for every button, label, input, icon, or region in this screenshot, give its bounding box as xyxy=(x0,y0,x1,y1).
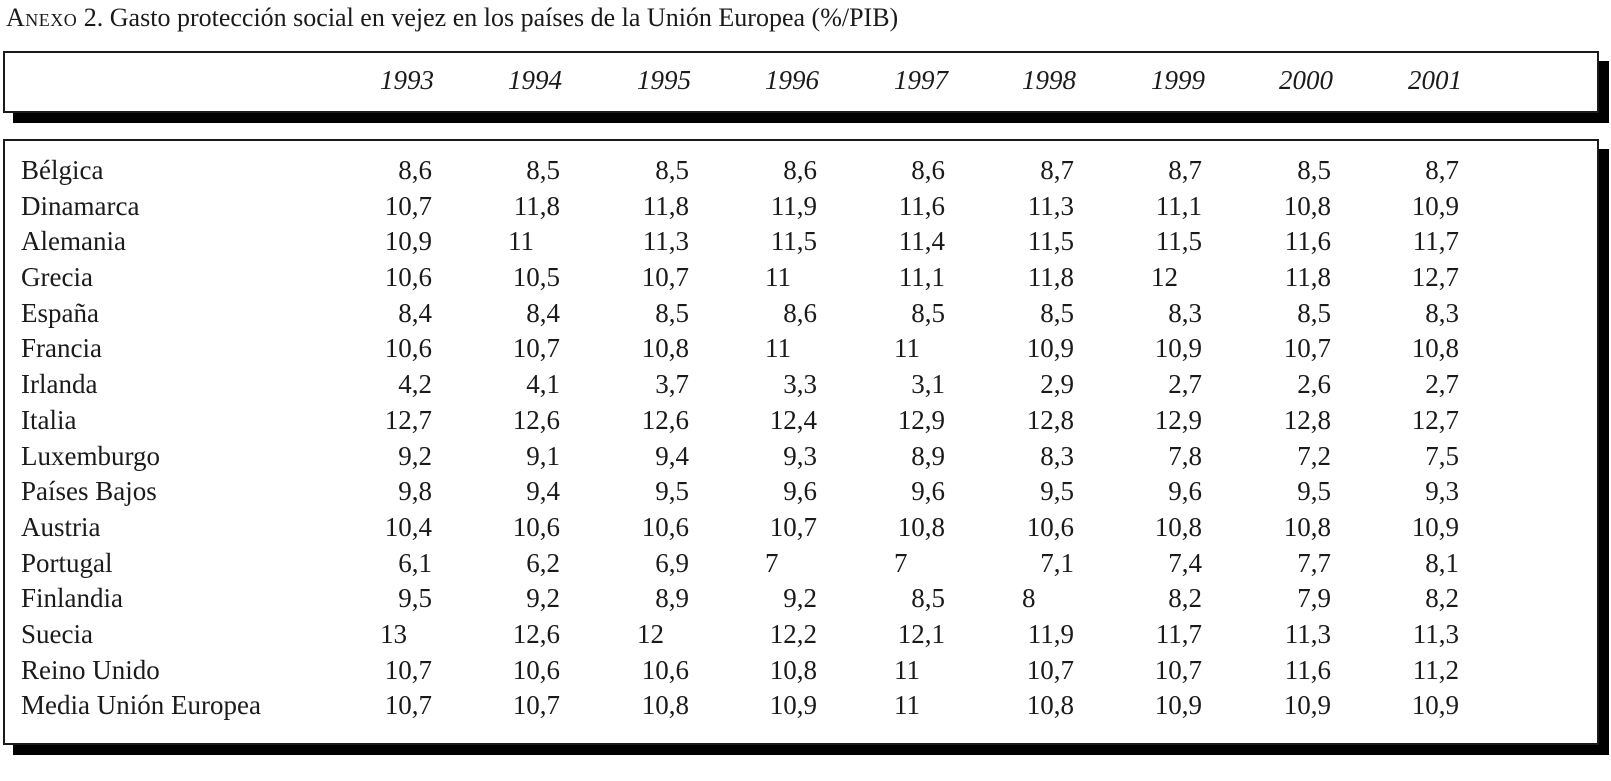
value-cell: 12,7 xyxy=(384,404,432,435)
value-cell: 10,9 xyxy=(769,690,817,721)
value-cell: 2,9 xyxy=(1040,369,1074,400)
value-cell: 12 xyxy=(637,618,664,649)
value-cell: 9,6 xyxy=(911,476,945,507)
value-cell: 9,5 xyxy=(1040,476,1074,507)
value-cell: 11,1 xyxy=(1155,190,1202,221)
value-cell: 8,6 xyxy=(783,155,817,185)
country-cell: Austria xyxy=(21,511,101,542)
country-cell: Dinamarca xyxy=(21,190,140,221)
value-cell: 12,6 xyxy=(512,404,560,435)
value-cell: 7,4 xyxy=(1168,547,1202,578)
value-cell: 9,5 xyxy=(398,583,432,614)
value-cell: 11 xyxy=(894,690,920,721)
year-header-1996: 1996 xyxy=(765,65,819,95)
value-cell: 11,5 xyxy=(1155,226,1202,257)
value-cell: 6,2 xyxy=(526,547,560,578)
table-row xyxy=(5,403,1597,439)
table-row xyxy=(5,331,1597,367)
country-cell: Alemania xyxy=(21,226,126,257)
value-cell: 10,7 xyxy=(512,333,560,364)
value-cell: 4,2 xyxy=(398,369,432,400)
table-row xyxy=(5,617,1597,653)
year-header-1995: 1995 xyxy=(637,65,691,95)
value-cell: 9,3 xyxy=(783,440,817,471)
value-cell: 12,4 xyxy=(769,404,817,435)
value-cell: 10,8 xyxy=(641,690,689,721)
value-cell: 4,1 xyxy=(526,369,560,400)
value-cell: 10,7 xyxy=(769,511,817,542)
table-row xyxy=(5,474,1597,510)
value-cell: 8,7 xyxy=(1425,155,1459,185)
value-cell: 11,3 xyxy=(1027,190,1074,221)
value-cell: 7,9 xyxy=(1297,583,1331,614)
value-cell: 10,9 xyxy=(1026,333,1074,364)
value-cell: 11,5 xyxy=(770,226,817,257)
value-cell: 10,7 xyxy=(384,654,432,685)
value-cell: 10,7 xyxy=(512,690,560,721)
table-row xyxy=(5,367,1597,403)
year-header-1993: 1993 xyxy=(380,65,434,95)
value-cell: 11,3 xyxy=(1284,618,1331,649)
value-cell: 10,6 xyxy=(512,654,560,685)
country-cell: Suecia xyxy=(21,618,93,649)
value-cell: 10,6 xyxy=(384,333,432,364)
country-cell: España xyxy=(21,297,99,328)
value-cell: 9,6 xyxy=(1168,476,1202,507)
value-cell: 10,9 xyxy=(1411,511,1459,542)
value-cell: 12 xyxy=(1151,262,1178,293)
value-cell: 11,7 xyxy=(1155,618,1202,649)
table-body-box xyxy=(3,139,1599,745)
value-cell: 8,5 xyxy=(526,155,560,185)
year-header-box xyxy=(3,51,1599,113)
value-cell: 10,7 xyxy=(1154,654,1202,685)
table-rows xyxy=(5,153,1597,724)
caption-text: 2. Gasto protección social en vejez en los países de la Unión Europea (%/PIB) xyxy=(77,3,899,32)
value-cell: 10,7 xyxy=(1283,333,1331,364)
value-cell: 11,8 xyxy=(642,190,689,221)
value-cell: 8,9 xyxy=(655,583,689,614)
value-cell: 10,5 xyxy=(512,262,560,293)
value-cell: 8,9 xyxy=(911,440,945,471)
value-cell: 8,3 xyxy=(1168,297,1202,328)
value-cell: 11,6 xyxy=(898,190,945,221)
value-cell: 11,6 xyxy=(1284,226,1331,257)
value-cell: 2,7 xyxy=(1168,369,1202,400)
value-cell: 11,3 xyxy=(642,226,689,257)
value-cell: 11,5 xyxy=(1027,226,1074,257)
value-cell: 8,3 xyxy=(1425,297,1459,328)
value-cell: 10,9 xyxy=(1154,690,1202,721)
value-cell: 6,1 xyxy=(398,547,432,578)
value-cell: 11,9 xyxy=(770,190,817,221)
value-cell: 11,4 xyxy=(898,226,945,257)
value-cell: 11 xyxy=(765,333,791,364)
value-cell: 7,8 xyxy=(1168,440,1202,471)
year-header-1999: 1999 xyxy=(1151,65,1205,95)
value-cell: 9,8 xyxy=(398,476,432,507)
value-cell: 10,9 xyxy=(1283,690,1331,721)
value-cell: 11,7 xyxy=(1412,226,1459,257)
value-cell: 7,1 xyxy=(1040,547,1074,578)
value-cell: 10,6 xyxy=(641,654,689,685)
country-cell: Grecia xyxy=(21,262,93,293)
value-cell: 10,9 xyxy=(1154,333,1202,364)
value-cell: 11,1 xyxy=(898,262,945,293)
value-cell: 9,2 xyxy=(526,583,560,614)
value-cell: 8,6 xyxy=(911,155,945,185)
value-cell: 7,5 xyxy=(1425,440,1459,471)
value-cell: 10,6 xyxy=(641,511,689,542)
value-cell: 3,1 xyxy=(911,369,945,400)
value-cell: 10,8 xyxy=(641,333,689,364)
country-cell: Países Bajos xyxy=(21,476,157,507)
value-cell: 10,8 xyxy=(1411,333,1459,364)
table-row xyxy=(5,546,1597,582)
value-cell: 9,2 xyxy=(398,440,432,471)
value-cell: 12,8 xyxy=(1026,404,1074,435)
value-cell: 3,3 xyxy=(783,369,817,400)
table-row xyxy=(5,439,1597,475)
value-cell: 8,5 xyxy=(1297,155,1331,185)
value-cell: 10,7 xyxy=(641,262,689,293)
value-cell: 11 xyxy=(894,654,920,685)
value-cell: 10,8 xyxy=(897,511,945,542)
value-cell: 11 xyxy=(894,333,920,364)
value-cell: 12,9 xyxy=(897,404,945,435)
value-cell: 2,7 xyxy=(1425,369,1459,400)
value-cell: 11 xyxy=(508,226,534,257)
value-cell: 10,9 xyxy=(1411,190,1459,221)
value-cell: 12,2 xyxy=(769,618,817,649)
value-cell: 10,6 xyxy=(384,262,432,293)
value-cell: 11 xyxy=(765,262,791,293)
value-cell: 10,7 xyxy=(1026,654,1074,685)
country-cell: Irlanda xyxy=(21,369,98,400)
value-cell: 11,6 xyxy=(1284,654,1331,685)
value-cell: 8,7 xyxy=(1040,155,1074,185)
value-cell: 10,7 xyxy=(384,690,432,721)
value-cell: 12,7 xyxy=(1411,262,1459,293)
value-cell: 10,4 xyxy=(384,511,432,542)
value-cell: 8,3 xyxy=(1040,440,1074,471)
value-cell: 9,2 xyxy=(783,583,817,614)
value-cell: 3,7 xyxy=(655,369,689,400)
value-cell: 11,8 xyxy=(513,190,560,221)
year-header-1998: 1998 xyxy=(1022,65,1076,95)
table-row xyxy=(5,581,1597,617)
country-cell: Luxemburgo xyxy=(21,440,160,471)
value-cell: 12,7 xyxy=(1411,404,1459,435)
value-cell: 8,6 xyxy=(783,297,817,328)
value-cell: 7,7 xyxy=(1297,547,1331,578)
value-cell: 12,6 xyxy=(512,618,560,649)
value-cell: 8 xyxy=(1022,583,1036,614)
value-cell: 12,8 xyxy=(1283,404,1331,435)
table-row xyxy=(5,510,1597,546)
value-cell: 9,1 xyxy=(526,440,560,471)
value-cell: 10,8 xyxy=(769,654,817,685)
country-cell: Finlandia xyxy=(21,583,123,614)
value-cell: 9,5 xyxy=(1297,476,1331,507)
value-cell: 7 xyxy=(894,547,908,578)
country-cell: Media Unión Europea xyxy=(21,690,261,721)
country-cell: Reino Unido xyxy=(21,654,160,685)
country-cell: Italia xyxy=(21,404,77,435)
value-cell: 11,8 xyxy=(1027,262,1074,293)
value-cell: 13 xyxy=(380,618,407,649)
value-cell: 11,8 xyxy=(1284,262,1331,293)
value-cell: 8,2 xyxy=(1168,583,1202,614)
value-cell: 10,8 xyxy=(1283,190,1331,221)
value-cell: 8,5 xyxy=(911,297,945,328)
value-cell: 8,5 xyxy=(655,155,689,185)
year-header-2000: 2000 xyxy=(1279,65,1333,95)
value-cell: 10,8 xyxy=(1283,511,1331,542)
value-cell: 7 xyxy=(765,547,779,578)
value-cell: 7,2 xyxy=(1297,440,1331,471)
country-cell: Portugal xyxy=(21,547,113,578)
value-cell: 10,9 xyxy=(1411,690,1459,721)
table-row xyxy=(5,296,1597,332)
value-cell: 12,6 xyxy=(641,404,689,435)
value-cell: 10,8 xyxy=(1154,511,1202,542)
caption-prefix: Anexo xyxy=(6,3,78,32)
year-header-1994: 1994 xyxy=(508,65,562,95)
year-header-1997: 1997 xyxy=(894,65,948,95)
value-cell: 10,9 xyxy=(384,226,432,257)
value-cell: 9,4 xyxy=(655,440,689,471)
value-cell: 8,4 xyxy=(526,297,560,328)
value-cell: 9,6 xyxy=(783,476,817,507)
table-caption xyxy=(6,2,898,34)
value-cell: 10,6 xyxy=(512,511,560,542)
value-cell: 9,3 xyxy=(1425,476,1459,507)
value-cell: 11,9 xyxy=(1027,618,1074,649)
value-cell: 8,7 xyxy=(1168,155,1202,185)
value-cell: 8,5 xyxy=(655,297,689,328)
value-cell: 11,2 xyxy=(1412,654,1459,685)
value-cell: 6,9 xyxy=(655,547,689,578)
value-cell: 9,5 xyxy=(655,476,689,507)
value-cell: 12,1 xyxy=(897,618,945,649)
value-cell: 8,1 xyxy=(1425,547,1459,578)
value-cell: 9,4 xyxy=(526,476,560,507)
year-header-2001: 2001 xyxy=(1408,65,1462,95)
country-cell: Francia xyxy=(21,333,102,364)
value-cell: 2,6 xyxy=(1297,369,1331,400)
table-row xyxy=(5,688,1597,724)
table-row xyxy=(5,224,1597,260)
value-cell: 12,9 xyxy=(1154,404,1202,435)
value-cell: 8,5 xyxy=(1297,297,1331,328)
table-row xyxy=(5,653,1597,689)
value-cell: 10,8 xyxy=(1026,690,1074,721)
table-row xyxy=(5,260,1597,296)
value-cell: 10,6 xyxy=(1026,511,1074,542)
value-cell: 11,3 xyxy=(1412,618,1459,649)
value-cell: 8,4 xyxy=(398,297,432,328)
value-cell: 10,7 xyxy=(384,190,432,221)
value-cell: 8,5 xyxy=(1040,297,1074,328)
value-cell: 8,2 xyxy=(1425,583,1459,614)
value-cell: 8,6 xyxy=(398,155,432,185)
table-row xyxy=(5,189,1597,225)
country-cell: Bélgica xyxy=(21,155,104,185)
table-row xyxy=(5,153,1597,189)
value-cell: 8,5 xyxy=(911,583,945,614)
